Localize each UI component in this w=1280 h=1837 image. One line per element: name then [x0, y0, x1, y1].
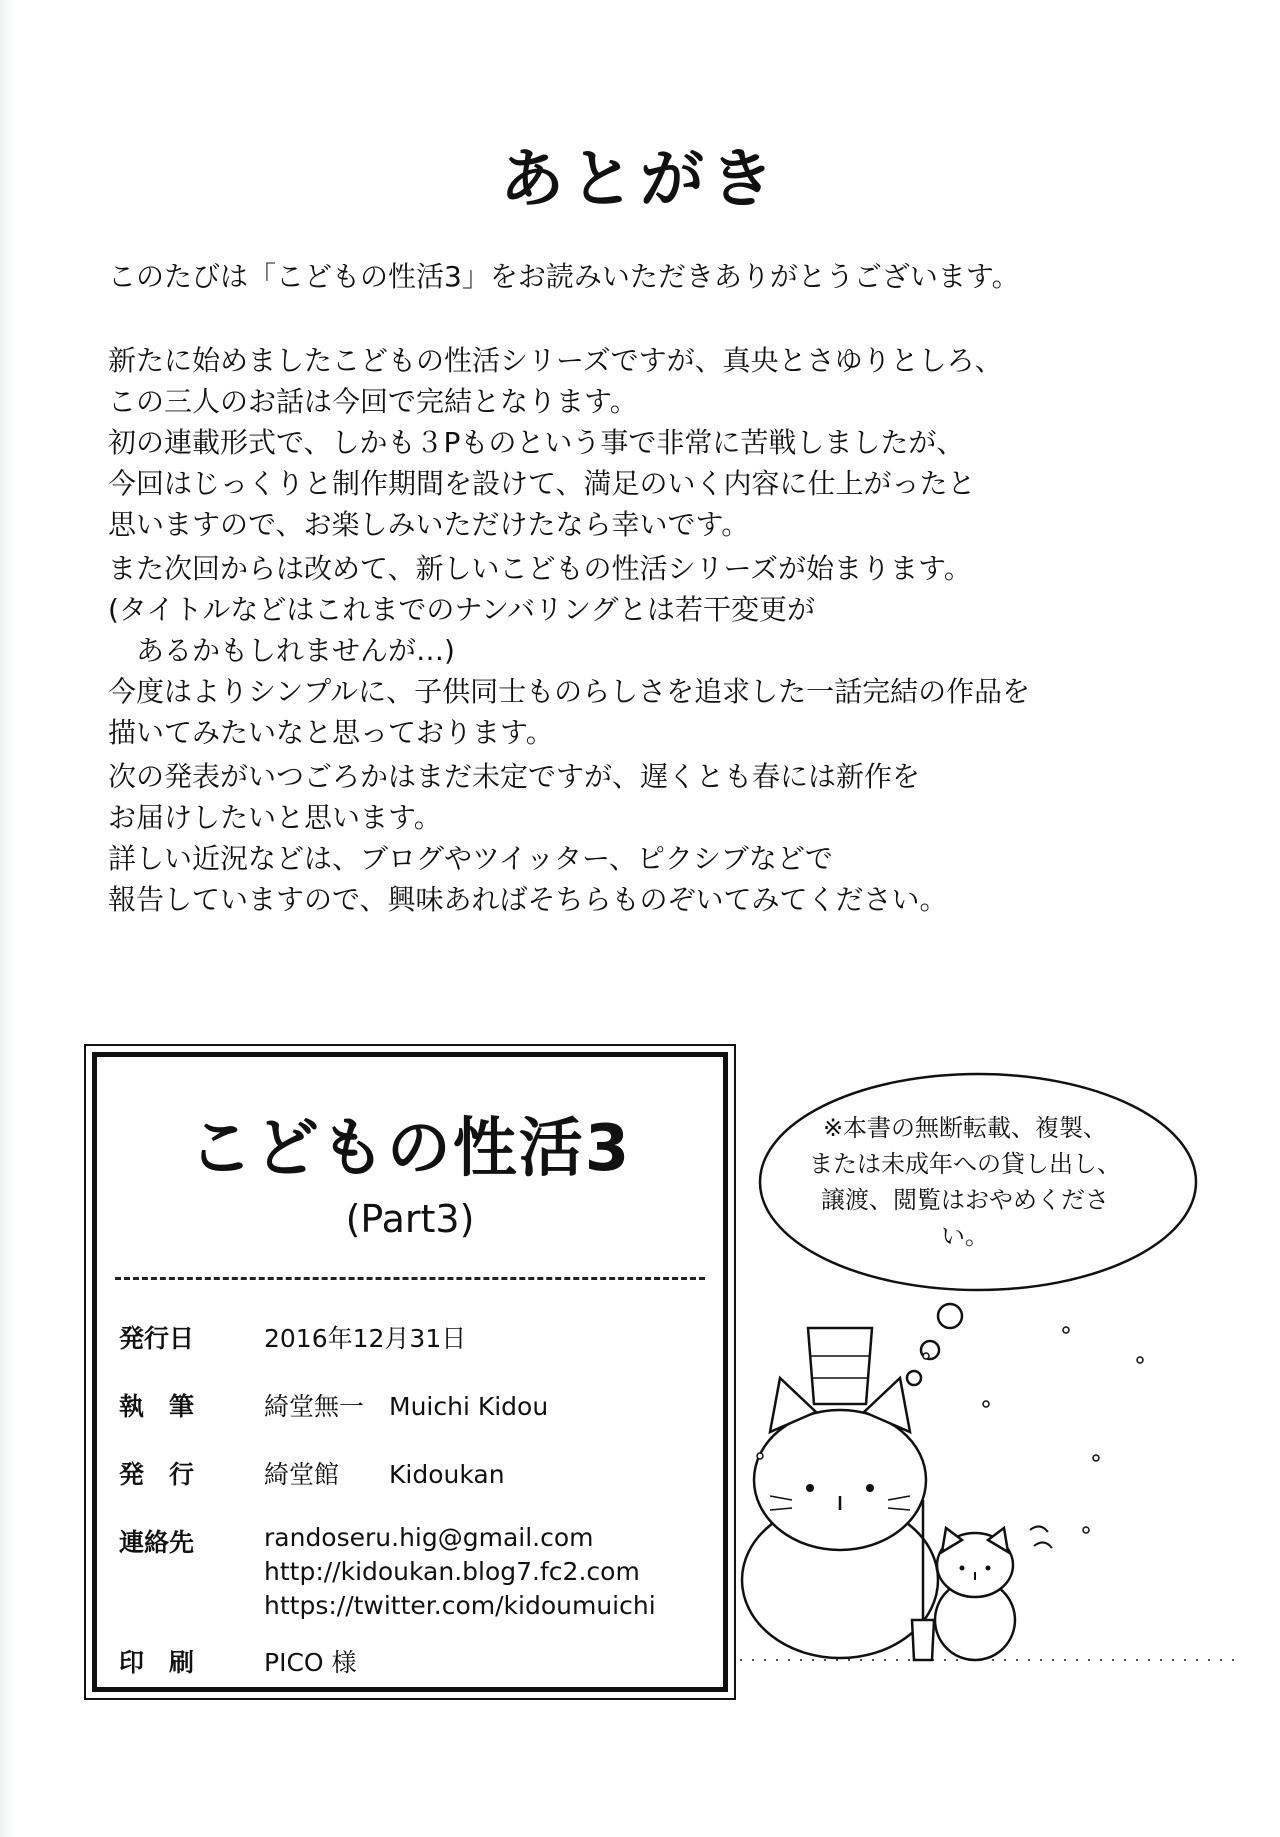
paragraph-line: 今度はよりシンプルに、子供同士ものらしさを追求した一話完結の作品を [108, 675, 1031, 708]
contact-twitter-url: https://twitter.com/kidoumuichi [264, 1591, 656, 1620]
paragraph-line: あるかもしれませんが…) [108, 634, 455, 667]
paragraph-2 [108, 340, 1188, 545]
paragraph-line: 新たに始めましたこどもの性活シリーズですが、真央とさゆりとしろ、 [108, 344, 1003, 377]
paragraph-line: 描いてみたいなと思っております。 [108, 716, 554, 749]
notice-text [800, 1110, 1130, 1250]
row-label: 連絡先 [119, 1528, 195, 1557]
row-value: 綺堂館 Kidoukan [264, 1460, 505, 1489]
row-label: 執 筆 [119, 1392, 195, 1421]
colophon-box [84, 1044, 736, 1700]
paragraph-line: また次回からは改めて、新しいこどもの性活シリーズが始まります。 [108, 552, 972, 585]
paragraph-1 [108, 256, 1188, 297]
notice-line: 譲渡、閲覧はおやめください。 [821, 1186, 1109, 1250]
paragraph-line: このたびは「こどもの性活3」をお読みいただきありがとうございます。 [108, 260, 1020, 293]
bubble-dot [907, 1371, 921, 1385]
book-subtitle: (Part3) [345, 1197, 475, 1241]
notice-line: ※本書の無断転載、複製、 [822, 1114, 1108, 1142]
paragraph-3 [108, 548, 1188, 753]
paragraph-line: (タイトルなどはこれまでのナンバリングとは若干変更が [108, 593, 816, 626]
snow-cat-icon [740, 1327, 1240, 1660]
contact-list [264, 1523, 656, 1625]
paragraph-line: 次の発表がいつごろかはまだ未定ですが、遅くとも春には新作を [108, 760, 921, 793]
paragraph-line: 詳しい近況などは、ブログやツイッター、ピクシブなどで [108, 842, 833, 875]
contact-email: randoseru.hig@gmail.com [264, 1523, 594, 1552]
paragraph-line: お届けしたいと思います。 [108, 801, 442, 834]
row-label: 発行日 [119, 1324, 195, 1353]
paragraph-4 [108, 756, 1188, 920]
dashed-divider [115, 1277, 705, 1280]
row-value: 綺堂無一 Muichi Kidou [264, 1392, 549, 1421]
notice-line: または未成年への貸し出し、 [809, 1150, 1121, 1178]
page-edge [0, 0, 14, 1837]
row-label: 印 刷 [119, 1648, 195, 1677]
row-label: 発 行 [119, 1460, 195, 1489]
row-value: PICO 様 [264, 1648, 357, 1677]
paragraph-line: 報告していますので、興味あればそちらものぞいてみてください。 [108, 883, 948, 916]
bubble-dot [938, 1304, 962, 1328]
afterword-title: あとがき [500, 143, 780, 217]
row-value: 2016年12月31日 [264, 1324, 467, 1353]
paragraph-line: 初の連載形式で、しかも３Pものという事で非常に苦戦しましたが、 [108, 426, 965, 459]
book-title: こどもの性活3 [188, 1112, 632, 1186]
paragraph-line: 思いますので、お楽しみいただけたなら幸いです。 [108, 508, 750, 541]
paragraph-line: 今回はじっくりと制作期間を設けて、満足のいく内容に仕上がったと [108, 467, 976, 500]
paragraph-line: この三人のお話は今回で完結となります。 [108, 385, 638, 418]
contact-blog-url: http://kidoukan.blog7.fc2.com [264, 1557, 640, 1586]
colophon-frame [92, 1052, 728, 1692]
